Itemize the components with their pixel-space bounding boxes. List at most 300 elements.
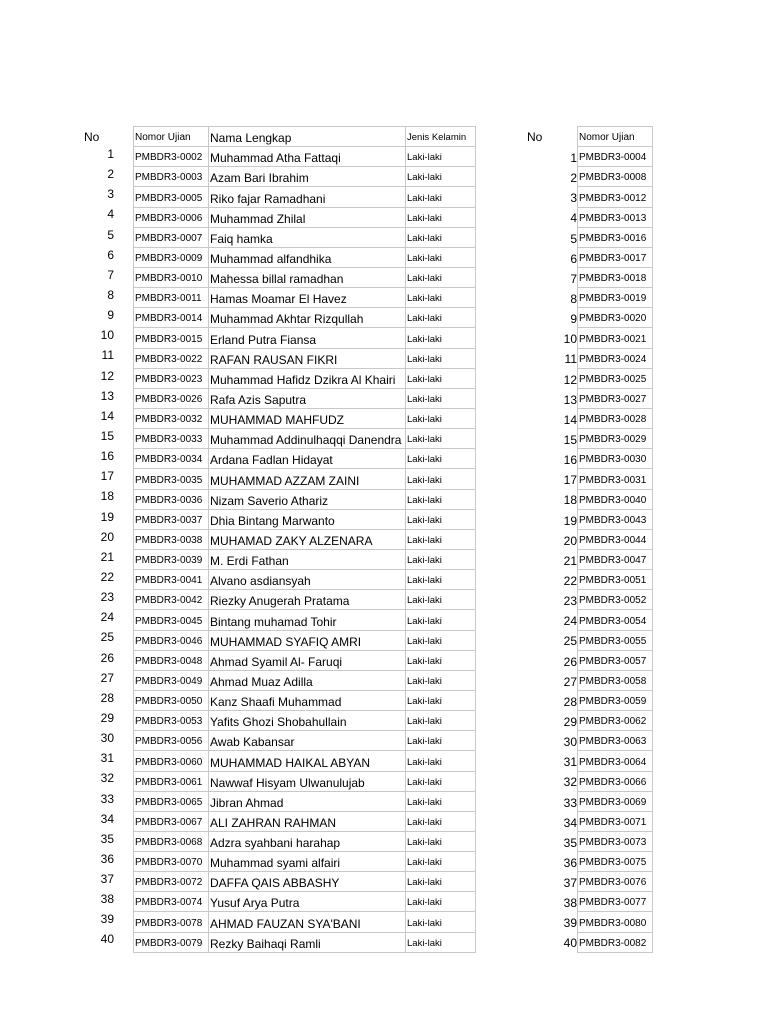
nomor-ujian-cell: PMBDR3-0062 [578, 711, 653, 731]
nomor-ujian-cell: PMBDR3-0002 [134, 147, 209, 167]
nama-lengkap-cell: MUHAMMAD SYAFIQ AMRI [209, 630, 406, 650]
left-row-number: 16 [100, 449, 114, 464]
nomor-ujian-cell: PMBDR3-0020 [578, 308, 653, 328]
table-row [578, 187, 653, 207]
table-row [578, 549, 653, 569]
table-row [578, 570, 653, 590]
nomor-ujian-cell: PMBDR3-0005 [134, 187, 209, 207]
table-row [578, 328, 653, 348]
table-row [134, 831, 476, 851]
right-row-number: 36 [563, 855, 577, 870]
nomor-ujian-cell: PMBDR3-0003 [134, 167, 209, 187]
left-row-number: 38 [100, 892, 114, 907]
nama-lengkap-cell: DAFFA QAIS ABBASHY [209, 872, 406, 892]
table-row [134, 549, 476, 569]
left-row-number: 26 [100, 650, 114, 665]
right-row-number: 11 [564, 352, 577, 367]
right-row-number: 4 [570, 211, 577, 226]
table-row [578, 731, 653, 751]
nama-lengkap-cell: Nawwaf Hisyam Ulwanulujab [209, 771, 406, 791]
nama-lengkap-cell: Bintang muhamad Tohir [209, 610, 406, 630]
right-row-number: 6 [570, 251, 577, 266]
table-row [134, 308, 476, 328]
table-row [578, 690, 653, 710]
nama-lengkap-cell: Muhammad Addinulhaqqi Danendra [209, 429, 406, 449]
jenis-kelamin-cell: Laki-laki [406, 247, 476, 267]
table-row [578, 892, 653, 912]
table-row [578, 429, 653, 449]
nomor-ujian-cell: PMBDR3-0011 [134, 288, 209, 308]
table-row [578, 529, 653, 549]
right-row-number: 5 [570, 231, 577, 246]
jenis-kelamin-cell: Laki-laki [406, 469, 476, 489]
nomor-ujian-cell: PMBDR3-0035 [134, 469, 209, 489]
left-row-number: 29 [100, 710, 114, 725]
nama-lengkap-cell: Riezky Anugerah Pratama [209, 590, 406, 610]
jenis-kelamin-cell: Laki-laki [406, 328, 476, 348]
nomor-ujian-cell: PMBDR3-0039 [134, 549, 209, 569]
table-row [578, 388, 653, 408]
table-row [134, 811, 476, 831]
left-row-number: 35 [100, 831, 114, 846]
nomor-ujian-cell: PMBDR3-0021 [578, 328, 653, 348]
nomor-ujian-cell: PMBDR3-0080 [578, 912, 653, 932]
header-nomor-ujian-right: Nomor Ujian [578, 127, 653, 147]
right-row-number: 8 [570, 291, 577, 306]
table-row [134, 247, 476, 267]
table-row [134, 791, 476, 811]
nomor-ujian-cell: PMBDR3-0050 [134, 690, 209, 710]
right-row-number: 1 [570, 151, 577, 165]
nomor-ujian-cell: PMBDR3-0036 [134, 489, 209, 509]
nomor-ujian-cell: PMBDR3-0053 [134, 711, 209, 731]
nama-lengkap-cell: Muhammad Zhilal [209, 207, 406, 227]
nomor-ujian-cell: PMBDR3-0043 [578, 509, 653, 529]
header-nomor-ujian: Nomor Ujian [134, 127, 209, 147]
table-row [578, 771, 653, 791]
left-row-number: 21 [100, 549, 114, 564]
nomor-ujian-cell: PMBDR3-0014 [134, 308, 209, 328]
table-row [134, 449, 476, 469]
table-row [134, 912, 476, 932]
nomor-ujian-cell: PMBDR3-0041 [134, 570, 209, 590]
jenis-kelamin-cell: Laki-laki [406, 348, 476, 368]
table-row [134, 570, 476, 590]
jenis-kelamin-cell: Laki-laki [406, 227, 476, 247]
table-row [134, 408, 476, 428]
nomor-ujian-cell: PMBDR3-0016 [578, 227, 653, 247]
nama-lengkap-cell: Ahmad Syamil Al- Faruqi [209, 650, 406, 670]
nama-lengkap-cell: MUHAMMAD MAHFUDZ [209, 408, 406, 428]
table-row [578, 167, 653, 187]
jenis-kelamin-cell: Laki-laki [406, 670, 476, 690]
left-row-number: 39 [100, 912, 114, 927]
right-row-number: 29 [563, 714, 577, 729]
right-no-header: No [527, 130, 543, 144]
nomor-ujian-cell: PMBDR3-0070 [134, 852, 209, 872]
jenis-kelamin-cell: Laki-laki [406, 167, 476, 187]
left-row-number: 10 [100, 328, 114, 343]
left-row-number: 31 [100, 751, 114, 766]
jenis-kelamin-cell: Laki-laki [406, 368, 476, 388]
nomor-ujian-cell: PMBDR3-0045 [134, 610, 209, 630]
left-row-number: 8 [107, 287, 114, 302]
nomor-ujian-cell: PMBDR3-0038 [134, 529, 209, 549]
nomor-ujian-cell: PMBDR3-0069 [578, 791, 653, 811]
nomor-ujian-cell: PMBDR3-0075 [578, 852, 653, 872]
right-row-number: 30 [563, 735, 577, 750]
table-row [578, 147, 653, 167]
nama-lengkap-cell: Dhia Bintang Marwanto [209, 509, 406, 529]
nomor-ujian-cell: PMBDR3-0061 [134, 771, 209, 791]
table-row [134, 932, 476, 952]
left-row-number: 18 [100, 489, 114, 504]
right-row-number: 38 [563, 896, 577, 911]
jenis-kelamin-cell: Laki-laki [406, 429, 476, 449]
jenis-kelamin-cell: Laki-laki [406, 529, 476, 549]
left-row-number: 6 [107, 247, 114, 262]
table-row [134, 288, 476, 308]
table-row [578, 831, 653, 851]
nomor-ujian-cell: PMBDR3-0031 [578, 469, 653, 489]
nomor-ujian-cell: PMBDR3-0056 [134, 731, 209, 751]
nomor-ujian-cell: PMBDR3-0066 [578, 771, 653, 791]
nomor-ujian-cell: PMBDR3-0037 [134, 509, 209, 529]
right-row-number: 23 [563, 594, 577, 609]
right-row-number: 40 [563, 936, 577, 951]
nomor-ujian-cell: PMBDR3-0042 [134, 590, 209, 610]
table-row [578, 912, 653, 932]
left-row-number: 24 [100, 610, 114, 625]
nama-lengkap-cell: M. Erdi Fathan [209, 549, 406, 569]
table-row [578, 751, 653, 771]
jenis-kelamin-cell: Laki-laki [406, 187, 476, 207]
table-row [134, 751, 476, 771]
table-row [134, 489, 476, 509]
right-row-number: 16 [563, 453, 577, 468]
nomor-ujian-cell: PMBDR3-0008 [578, 167, 653, 187]
nomor-ujian-cell: PMBDR3-0022 [134, 348, 209, 368]
jenis-kelamin-cell: Laki-laki [406, 489, 476, 509]
table-row [134, 892, 476, 912]
right-row-number: 7 [570, 271, 577, 286]
right-row-number: 13 [563, 392, 577, 407]
nama-lengkap-cell: ALI ZAHRAN RAHMAN [209, 811, 406, 831]
jenis-kelamin-cell: Laki-laki [406, 267, 476, 287]
nomor-ujian-cell: PMBDR3-0074 [134, 892, 209, 912]
right-row-number: 24 [563, 614, 577, 629]
left-row-number: 12 [100, 368, 114, 383]
nomor-ujian-cell: PMBDR3-0006 [134, 207, 209, 227]
table-row [134, 690, 476, 710]
right-row-number: 31 [563, 755, 577, 770]
right-row-number: 17 [563, 473, 577, 488]
table-row [578, 489, 653, 509]
nomor-ujian-cell: PMBDR3-0058 [578, 670, 653, 690]
left-row-number: 36 [100, 851, 114, 866]
right-row-number: 21 [563, 553, 577, 568]
nomor-ujian-cell: PMBDR3-0033 [134, 429, 209, 449]
right-row-number: 3 [570, 191, 577, 206]
left-row-number: 14 [100, 408, 114, 423]
table-row [578, 852, 653, 872]
left-row-number: 2 [107, 167, 114, 182]
table-row [134, 429, 476, 449]
nomor-ujian-cell: PMBDR3-0051 [578, 570, 653, 590]
table-row [134, 469, 476, 489]
left-row-number: 11 [101, 348, 114, 363]
left-no-column [84, 127, 114, 953]
nomor-ujian-cell: PMBDR3-0079 [134, 932, 209, 952]
header-jenis-kelamin: Jenis Kelamin [406, 127, 476, 147]
right-row-number: 15 [563, 432, 577, 447]
nomor-ujian-cell: PMBDR3-0029 [578, 429, 653, 449]
table-row [578, 509, 653, 529]
left-row-number: 19 [100, 509, 114, 524]
jenis-kelamin-cell: Laki-laki [406, 731, 476, 751]
nama-lengkap-cell: Yafits Ghozi Shobahullain [209, 711, 406, 731]
nomor-ujian-cell: PMBDR3-0071 [578, 811, 653, 831]
table-row [578, 932, 653, 952]
right-student-table [577, 126, 653, 953]
right-row-number: 12 [563, 372, 577, 387]
right-row-number: 26 [563, 654, 577, 669]
left-row-number: 32 [100, 771, 114, 786]
nama-lengkap-cell: Adzra syahbani harahap [209, 831, 406, 851]
table-row [578, 267, 653, 287]
right-row-number: 34 [563, 815, 577, 830]
table-row [578, 711, 653, 731]
nama-lengkap-cell: Nizam Saverio Athariz [209, 489, 406, 509]
right-row-number: 18 [563, 493, 577, 508]
right-row-number: 35 [563, 835, 577, 850]
nama-lengkap-cell: Muhammad Atha Fattaqi [209, 147, 406, 167]
right-row-number: 19 [563, 513, 577, 528]
nama-lengkap-cell: Muhammad Hafidz Dzikra Al Khairi [209, 368, 406, 388]
left-table-header-row [134, 127, 476, 147]
nomor-ujian-cell: PMBDR3-0046 [134, 630, 209, 650]
table-row [578, 247, 653, 267]
jenis-kelamin-cell: Laki-laki [406, 690, 476, 710]
left-row-number: 7 [107, 267, 114, 282]
right-row-number: 37 [563, 876, 577, 891]
jenis-kelamin-cell: Laki-laki [406, 811, 476, 831]
jenis-kelamin-cell: Laki-laki [406, 288, 476, 308]
nama-lengkap-cell: AHMAD FAUZAN SYA'BANI [209, 912, 406, 932]
nama-lengkap-cell: Faiq hamka [209, 227, 406, 247]
table-row [134, 650, 476, 670]
table-row [134, 711, 476, 731]
nama-lengkap-cell: Rafa Azis Saputra [209, 388, 406, 408]
nama-lengkap-cell: Rezky Baihaqi Ramli [209, 932, 406, 952]
table-row [578, 288, 653, 308]
left-row-number: 5 [107, 227, 114, 242]
jenis-kelamin-cell: Laki-laki [406, 388, 476, 408]
nama-lengkap-cell: Azam Bari Ibrahim [209, 167, 406, 187]
nomor-ujian-cell: PMBDR3-0019 [578, 288, 653, 308]
jenis-kelamin-cell: Laki-laki [406, 147, 476, 167]
jenis-kelamin-cell: Laki-laki [406, 570, 476, 590]
right-row-number: 14 [563, 412, 577, 427]
nomor-ujian-cell: PMBDR3-0023 [134, 368, 209, 388]
nomor-ujian-cell: PMBDR3-0030 [578, 449, 653, 469]
nomor-ujian-cell: PMBDR3-0065 [134, 791, 209, 811]
left-row-number: 3 [107, 187, 114, 202]
right-row-number: 39 [563, 916, 577, 931]
jenis-kelamin-cell: Laki-laki [406, 408, 476, 428]
table-row [134, 388, 476, 408]
right-row-number: 9 [570, 312, 577, 327]
table-row [578, 449, 653, 469]
header-nama-lengkap: Nama Lengkap [209, 127, 406, 147]
nama-lengkap-cell: Kanz Shaafi Muhammad [209, 690, 406, 710]
nomor-ujian-cell: PMBDR3-0067 [134, 811, 209, 831]
jenis-kelamin-cell: Laki-laki [406, 771, 476, 791]
nomor-ujian-cell: PMBDR3-0004 [578, 147, 653, 167]
nama-lengkap-cell: MUHAMMAD AZZAM ZAINI [209, 469, 406, 489]
table-row [134, 872, 476, 892]
table-row [578, 348, 653, 368]
jenis-kelamin-cell: Laki-laki [406, 630, 476, 650]
left-row-number: 30 [100, 731, 114, 746]
nomor-ujian-cell: PMBDR3-0063 [578, 731, 653, 751]
table-row [134, 267, 476, 287]
table-row [578, 227, 653, 247]
left-row-number: 27 [100, 670, 114, 685]
table-row [134, 731, 476, 751]
table-row [578, 469, 653, 489]
table-row [134, 147, 476, 167]
nomor-ujian-cell: PMBDR3-0048 [134, 650, 209, 670]
right-row-number: 20 [563, 533, 577, 548]
nomor-ujian-cell: PMBDR3-0012 [578, 187, 653, 207]
nomor-ujian-cell: PMBDR3-0049 [134, 670, 209, 690]
table-row [578, 650, 653, 670]
table-row [134, 852, 476, 872]
jenis-kelamin-cell: Laki-laki [406, 852, 476, 872]
nama-lengkap-cell: Erland Putra Fiansa [209, 328, 406, 348]
table-row [134, 227, 476, 247]
table-row [134, 771, 476, 791]
right-row-number: 25 [563, 634, 577, 649]
nama-lengkap-cell: Awab Kabansar [209, 731, 406, 751]
left-row-number: 28 [100, 690, 114, 705]
table-row [578, 610, 653, 630]
jenis-kelamin-cell: Laki-laki [406, 308, 476, 328]
table-row [578, 368, 653, 388]
right-row-number: 27 [563, 674, 577, 689]
right-row-number: 28 [563, 694, 577, 709]
jenis-kelamin-cell: Laki-laki [406, 892, 476, 912]
right-no-column [527, 127, 577, 953]
table-row [134, 368, 476, 388]
nomor-ujian-cell: PMBDR3-0073 [578, 831, 653, 851]
nomor-ujian-cell: PMBDR3-0013 [578, 207, 653, 227]
table-row [134, 207, 476, 227]
nomor-ujian-cell: PMBDR3-0032 [134, 408, 209, 428]
left-row-number: 34 [100, 811, 114, 826]
nama-lengkap-cell: Riko fajar Ramadhani [209, 187, 406, 207]
left-row-number: 37 [100, 872, 114, 887]
nama-lengkap-cell: MUHAMAD ZAKY ALZENARA [209, 529, 406, 549]
jenis-kelamin-cell: Laki-laki [406, 932, 476, 952]
nama-lengkap-cell: RAFAN RAUSAN FIKRI [209, 348, 406, 368]
jenis-kelamin-cell: Laki-laki [406, 509, 476, 529]
jenis-kelamin-cell: Laki-laki [406, 751, 476, 771]
nomor-ujian-cell: PMBDR3-0034 [134, 449, 209, 469]
nomor-ujian-cell: PMBDR3-0015 [134, 328, 209, 348]
nama-lengkap-cell: Alvano asdiansyah [209, 570, 406, 590]
right-table-header-row [578, 127, 653, 147]
right-row-number: 10 [563, 332, 577, 347]
table-row [578, 308, 653, 328]
nama-lengkap-cell: Jibran Ahmad [209, 791, 406, 811]
table-row [134, 590, 476, 610]
table-row [134, 509, 476, 529]
left-row-number: 15 [100, 428, 114, 443]
right-row-number: 22 [563, 573, 577, 588]
nomor-ujian-cell: PMBDR3-0027 [578, 388, 653, 408]
nama-lengkap-cell: MUHAMMAD HAIKAL ABYAN [209, 751, 406, 771]
nomor-ujian-cell: PMBDR3-0047 [578, 549, 653, 569]
left-row-number: 4 [107, 207, 114, 222]
jenis-kelamin-cell: Laki-laki [406, 650, 476, 670]
nama-lengkap-cell: Muhammad Akhtar Rizqullah [209, 308, 406, 328]
right-row-number: 33 [563, 795, 577, 810]
left-row-number: 13 [100, 388, 114, 403]
nomor-ujian-cell: PMBDR3-0078 [134, 912, 209, 932]
table-row [134, 187, 476, 207]
nomor-ujian-cell: PMBDR3-0054 [578, 610, 653, 630]
nama-lengkap-cell: Muhammad alfandhika [209, 247, 406, 267]
left-row-number: 1 [107, 147, 114, 161]
table-row [578, 791, 653, 811]
nama-lengkap-cell: Hamas Moamar El Havez [209, 288, 406, 308]
nomor-ujian-cell: PMBDR3-0060 [134, 751, 209, 771]
nomor-ujian-cell: PMBDR3-0025 [578, 368, 653, 388]
right-row-number: 32 [563, 775, 577, 790]
left-row-number: 20 [100, 529, 114, 544]
jenis-kelamin-cell: Laki-laki [406, 831, 476, 851]
nama-lengkap-cell: Ardana Fadlan Hidayat [209, 449, 406, 469]
nomor-ujian-cell: PMBDR3-0007 [134, 227, 209, 247]
jenis-kelamin-cell: Laki-laki [406, 207, 476, 227]
nomor-ujian-cell: PMBDR3-0076 [578, 872, 653, 892]
nomor-ujian-cell: PMBDR3-0077 [578, 892, 653, 912]
nomor-ujian-cell: PMBDR3-0082 [578, 932, 653, 952]
jenis-kelamin-cell: Laki-laki [406, 711, 476, 731]
jenis-kelamin-cell: Laki-laki [406, 610, 476, 630]
jenis-kelamin-cell: Laki-laki [406, 912, 476, 932]
table-row [134, 630, 476, 650]
nomor-ujian-cell: PMBDR3-0057 [578, 650, 653, 670]
jenis-kelamin-cell: Laki-laki [406, 449, 476, 469]
nomor-ujian-cell: PMBDR3-0028 [578, 408, 653, 428]
left-no-header: No [84, 130, 100, 144]
left-row-number: 23 [100, 590, 114, 605]
table-row [134, 610, 476, 630]
nomor-ujian-cell: PMBDR3-0068 [134, 831, 209, 851]
nomor-ujian-cell: PMBDR3-0055 [578, 630, 653, 650]
nomor-ujian-cell: PMBDR3-0017 [578, 247, 653, 267]
jenis-kelamin-cell: Laki-laki [406, 791, 476, 811]
left-student-table [133, 126, 476, 953]
jenis-kelamin-cell: Laki-laki [406, 872, 476, 892]
nomor-ujian-cell: PMBDR3-0026 [134, 388, 209, 408]
table-row [578, 590, 653, 610]
left-row-number: 22 [100, 569, 114, 584]
nomor-ujian-cell: PMBDR3-0064 [578, 751, 653, 771]
